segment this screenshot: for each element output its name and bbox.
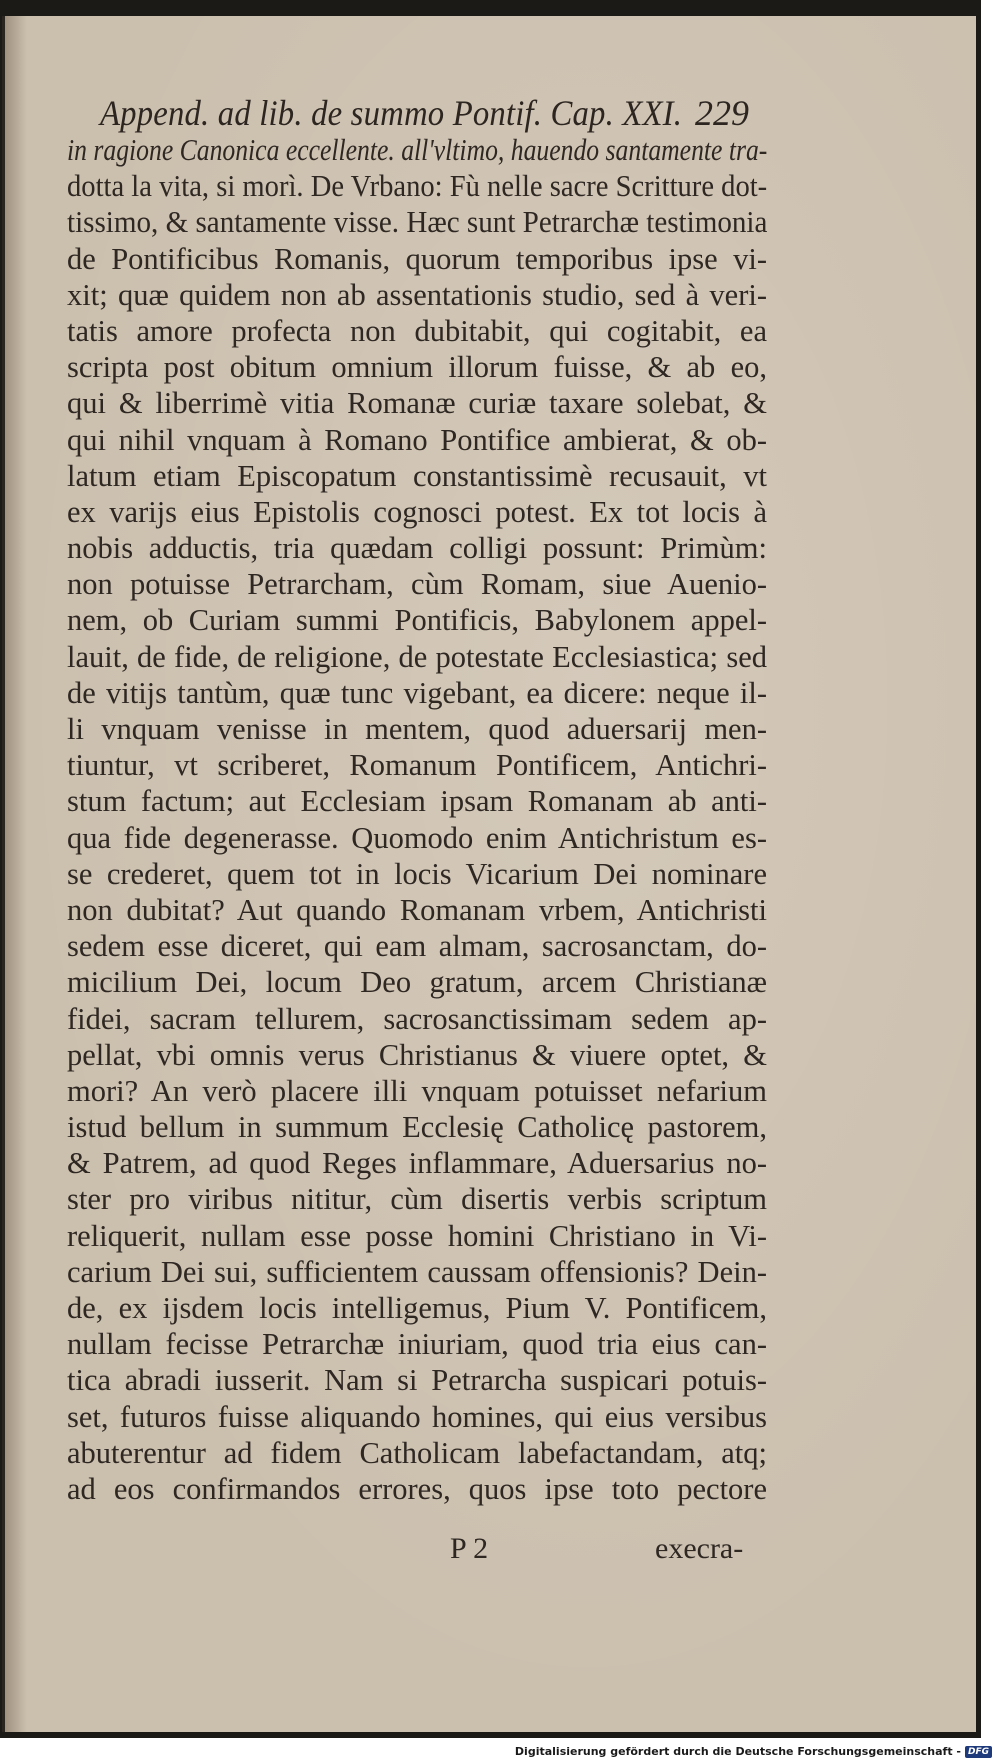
book-page	[2, 16, 976, 1732]
dfg-logo: DFG	[965, 1746, 992, 1758]
text-line: abuterentur ad fidem Catholicam labefactandam, atq;	[67, 1435, 767, 1470]
signature-mark: P 2	[450, 1532, 489, 1565]
text-line: & Patrem, ad quod Reges inflammare, Aduersarius no-	[67, 1146, 767, 1181]
text-line: mori? An verò placere illi vnquam potuisset nefarium	[67, 1073, 767, 1108]
text-line: tiuntur, vt scriberet, Romanum Pontificem, Antichri-	[67, 748, 767, 783]
text-block	[67, 132, 767, 1507]
text-line: tatis amore profecta non dubitabit, qui cogitabit, ea	[67, 313, 767, 348]
text-line: carium Dei sui, sufficientem caussam offensionis? Dein-	[67, 1254, 767, 1289]
text-line: non dubitat? Aut quando Romanam vrbem, Antichristi	[67, 892, 767, 927]
text-line: nullam fecisse Petrarchæ iniuriam, quod tria eius can-	[67, 1327, 767, 1362]
text-line: dotta la vita, si morì. De Vrbano: Fù nelle sacre Scritture dot-	[67, 169, 768, 204]
text-line: ster pro viribus nititur, cùm disertis verbis scriptum	[67, 1182, 767, 1217]
text-line: xit; quæ quidem non ab assentationis studio, sed à veri-	[67, 277, 767, 312]
text-line: non potuisse Petrarcham, cùm Romam, siue Auenio-	[67, 567, 767, 602]
catchword: execra-	[655, 1532, 744, 1565]
text-line: sedem esse diceret, qui eam almam, sacrosanctam, do-	[67, 929, 767, 964]
text-line: scripta post obitum omnium illorum fuisse, & ab eo,	[67, 350, 767, 385]
text-line: pellat, vbi omnis verus Christianus & viuere optet, &	[67, 1037, 767, 1072]
text-line: qui & liberrimè vitia Romanæ curiæ taxare solebat, &	[67, 386, 767, 421]
text-line: tica abradi iusserit. Nam si Petrarcha suspicari potuis-	[67, 1363, 767, 1398]
text-line: istud bellum in summum Ecclesię Catholicę pastorem,	[67, 1110, 767, 1145]
text-line: se crederet, quem tot in locis Vicarium Dei nominare	[67, 856, 767, 891]
text-line: tissimo, & santamente visse. Hæc sunt Petrarchæ testimonia	[67, 205, 768, 240]
digitization-credit	[515, 1745, 992, 1758]
text-line: qui nihil vnquam à Romano Pontifice ambierat, & ob-	[67, 422, 767, 457]
text-line: qua fide degenerasse. Quomodo enim Antichristum es-	[67, 820, 767, 855]
text-line: fidei, sacram tellurem, sacrosanctissimam sedem ap-	[67, 1001, 767, 1036]
text-line: de Pontificibus Romanis, quorum temporibus ipse vi-	[67, 241, 767, 276]
running-head: Append. ad lib. de summo Pontif. Cap. XXI.	[100, 93, 683, 133]
page-number: 229	[695, 93, 749, 133]
text-line: lauit, de fide, de religione, de potestate Ecclesiastica; sed	[67, 639, 767, 674]
text-line: in ragione Canonica eccellente. all'vltimo, hauendo santamente tra-	[67, 133, 768, 167]
text-line: stum factum; aut Ecclesiam ipsam Romanam ab anti-	[67, 784, 767, 819]
text-line: micilium Dei, locum Deo gratum, arcem Christianæ	[67, 965, 767, 1000]
text-line: reliquerit, nullam esse posse homini Christiano in Vi-	[67, 1218, 767, 1253]
text-line: latum etiam Episcopatum constantissimè recusauit, vt	[67, 458, 767, 493]
text-line: de, ex ijsdem locis intelligemus, Pium V. Pontificem,	[67, 1291, 767, 1325]
text-line: set, futuros fuisse aliquando homines, qui eius versibus	[67, 1399, 767, 1434]
credit-text: Digitalisierung gefördert durch die Deutsche Forschungsgemeinschaft -	[514, 1745, 961, 1758]
text-line: nem, ob Curiam summi Pontificis, Babylonem appel-	[67, 603, 767, 638]
text-line: nobis adductis, tria quædam colligi possunt: Primùm:	[67, 531, 767, 566]
text-line: li vnquam venisse in mentem, quod aduersarij men-	[67, 712, 767, 746]
text-line: ex varijs eius Epistolis cognosci potest. Ex tot locis à	[67, 494, 767, 529]
text-line: ad eos confirmandos errores, quos ipse toto pectore	[67, 1471, 767, 1506]
text-line: de vitijs tantùm, quæ tunc vigebant, ea dicere: neque il-	[67, 675, 767, 710]
